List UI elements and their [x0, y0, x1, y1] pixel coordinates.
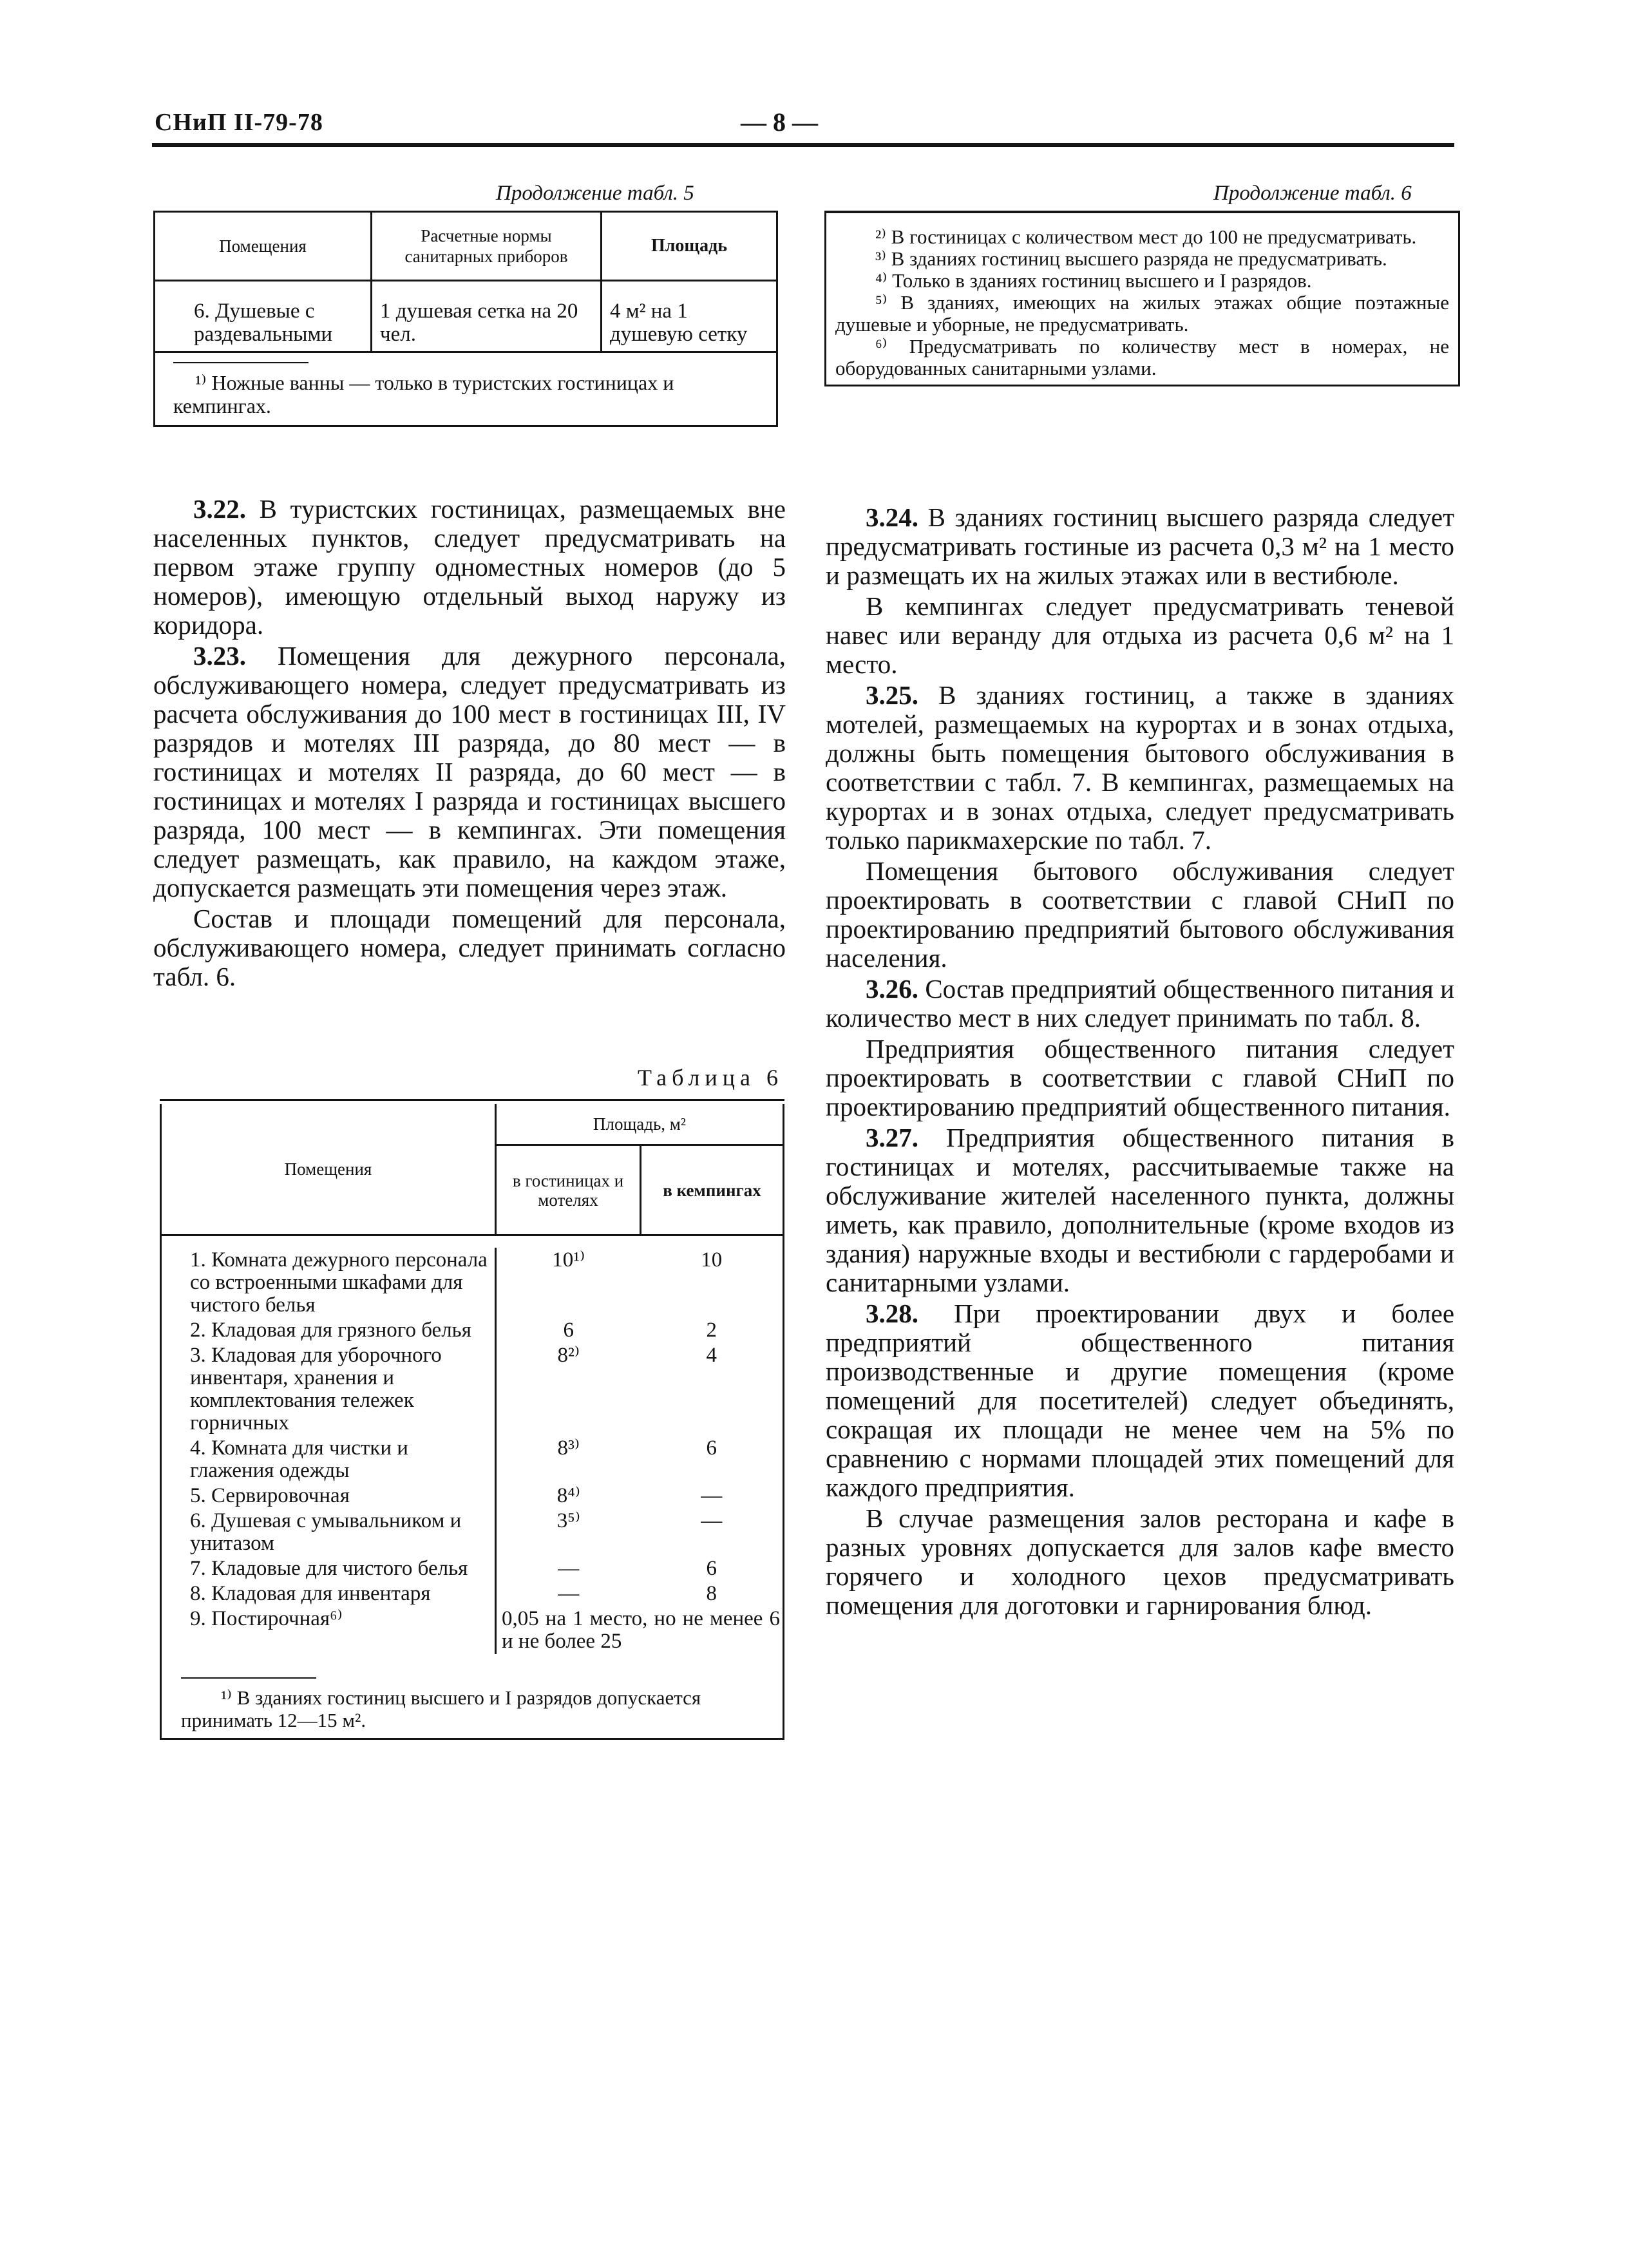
table6-hotels-value: 8⁴⁾ — [496, 1483, 641, 1509]
table-row — [161, 1581, 784, 1606]
paragraph-3-23: 3.23. Помещения для дежурного персонала, обслуживающего номера, следует предусматривать из расчета обслуживания до 100 мест в гостиницах III, IV разрядов и мотелях III разряда, до 80 мест — в гостиницах и мотелях II разряда, до 60 мест — в гостиницах и мотелях I разряда и гостиницах высшего разряда, 100 мест — в кемпингах. Эти помещения следует размещать, как правило, на каждом этаже, допускается размещать эти помещения через этаж. — [153, 641, 786, 902]
table6-footnote: ¹⁾ В зданиях гостиниц высшего и I разрядов допускается принимать 12—15 м². — [181, 1686, 701, 1731]
left-column-text — [153, 495, 786, 991]
table-row — [161, 1248, 784, 1318]
paragraph-3-22: 3.22. В туристских гостиницах, размещаемых вне населенных пунктов, следует предусматривать на первом этаже группу одноместных номеров (до 5 номеров), имеющую отдельный выход наружу из коридора. — [153, 494, 786, 640]
table6-hotels-value: 8²⁾ — [496, 1343, 641, 1436]
paragraph-catering-design: Предприятия общественного питания следует проектировать в соответствии с главой СНиП по проектированию предприятий общественного питания. — [826, 1034, 1454, 1121]
table6-header-campings: в кемпингах — [641, 1145, 784, 1235]
table-row — [161, 1436, 784, 1483]
table-row — [161, 1606, 784, 1654]
table6-header-rooms: Помещения — [161, 1104, 496, 1235]
table-row — [161, 1343, 784, 1436]
table6-hotels-value: — — [496, 1581, 641, 1606]
table-row — [161, 1318, 784, 1343]
table5-continuation — [153, 211, 778, 427]
table6-note: ³⁾ В зданиях гостиниц высшего разряда не предусматривать. — [875, 247, 1387, 270]
right-column-text — [826, 503, 1454, 1620]
paragraph-restaurant-cafe: В случае размещения залов ресторана и кафе в разных уровнях допускается для залов кафе вместо горячего и холодного цехов предусматривать помещения для доготовки и гарнирования блюд. — [826, 1503, 1454, 1620]
table6-hotels-value: 8³⁾ — [496, 1436, 641, 1483]
table6-campings-value: 6 — [706, 1436, 717, 1460]
page-number: — 8 — — [741, 108, 818, 137]
table6-campings-value: 8 — [706, 1582, 717, 1605]
header-rule — [152, 143, 1454, 147]
table6-hotels-value: 10¹⁾ — [496, 1248, 641, 1318]
table-row — [161, 1509, 784, 1556]
table6-campings-value: 10 — [701, 1248, 723, 1272]
table6-notes-box — [824, 211, 1460, 386]
table6-room: 8. Кладовая для инвентаря — [190, 1582, 431, 1605]
table6-hotels-value: 6 — [496, 1318, 641, 1343]
table5-footnote: ¹⁾ Ножные ванны — только в туристских гостиницах и кемпингах. — [173, 371, 674, 417]
table5-cell-norm: 1 душевая сетка на 20 чел. — [372, 281, 602, 352]
table6-hotels-value: 3⁵⁾ — [496, 1509, 641, 1556]
table5-footnote-cell — [155, 352, 777, 426]
table6-note: ²⁾ В гостиницах с количеством мест до 100 не предусматривать. — [875, 225, 1417, 248]
table6-room: 4. Комната для чистки и глажения одежды — [190, 1436, 408, 1482]
table6-campings-value: 4 — [706, 1344, 717, 1367]
footnote-rule — [181, 1677, 316, 1679]
table6 — [160, 1104, 784, 1740]
table6-room: 6. Душевая с умывальником и унитазом — [190, 1509, 462, 1555]
paragraph-household-services: Помещения бытового обслуживания следует проектировать в соответствии с главой СНиП по проектированию предприятий бытового обслуживания населения. — [826, 856, 1454, 973]
table6-title: Таблица 6 — [638, 1065, 783, 1091]
table-row — [161, 1483, 784, 1509]
table6-note: ⁶⁾ Предусматривать по количеству мест в номерах, не оборудованных санитарными узлами. — [835, 335, 1449, 379]
table6-top-rule — [160, 1099, 784, 1101]
table5-cell-area: 4 м² на 1 душевую сетку — [602, 281, 777, 352]
paragraph-3-25: 3.25. В зданиях гостиниц, а также в зданиях мотелей, размещаемых на курортах и в зонах отдыха, должны быть помещения бытового обслуживания в соответствии с табл. 7. В кемпингах, размещаемых на курортах и в зонах отдыха, следует предусматривать только парикмахерские по табл. 7. — [826, 680, 1454, 855]
paragraph-campings-veranda: В кемпингах следует предусматривать теневой навес или веранду для отдыха из расчета 0,6 м² на 1 место. — [826, 591, 1454, 679]
table6-room: 2. Кладовая для грязного белья — [190, 1319, 471, 1342]
paragraph-3-28: 3.28. При проектировании двух и более предприятий общественного питания производственные и другие помещения (кроме помещений для посетителей) следует объединять, сокращая их площади не менее чем на 5% по сравнению с нормами площадей этих помещений для каждого предприятия. — [826, 1299, 1455, 1502]
table6-room: 1. Комната дежурного персонала со встроенными шкафами для чистого белья — [190, 1248, 488, 1317]
paragraph-3-26: 3.26. Состав предприятий общественного питания и количество мест в них следует принимать по табл. 8. — [826, 974, 1455, 1033]
document-code: СНиП II-79-78 — [155, 109, 323, 136]
table6-footnote-cell — [161, 1654, 784, 1739]
table6-header-area: Площадь, м² — [496, 1104, 784, 1145]
table6-merged-value: 0,05 на 1 место, но не менее 6 и не более 25 — [496, 1606, 784, 1654]
paragraph-3-27: 3.27. Предприятия общественного питания в гостиницах и мотелях, рассчитываемые также на обслуживание жителей населенного пункта, должны иметь, как правило, дополнительные (кроме входов из здания) наружные входы и вестибюли с гардеробами и санитарными узлами. — [826, 1123, 1454, 1297]
table5-header-norms: Расчетные нормы санитарных приборов — [372, 212, 602, 281]
table5-header-rooms: Помещения — [155, 212, 372, 281]
paragraph-staff-rooms: Состав и площади помещений для персонала, обслуживающего номера, следует принимать согласно табл. 6. — [153, 904, 786, 991]
table6-header-hotels: в гостиницах и мотелях — [496, 1145, 641, 1235]
paragraph-3-24: 3.24. В зданиях гостиниц высшего разряда следует предусматривать гостиные из расчета 0,3 м² на 1 место и размещать их на жилых этажах или в вестибюле. — [826, 502, 1455, 590]
table6-note: ⁵⁾ В зданиях, имеющих на жилых этажах общие поэтажные душевые и уборные, не предусматривать. — [835, 291, 1449, 336]
table6-room: 9. Постирочная⁶⁾ — [190, 1607, 343, 1630]
table-row — [161, 1556, 784, 1581]
table6-room: 5. Сервировочная — [190, 1484, 350, 1507]
table6-campings-value: — — [701, 1509, 723, 1532]
table6-room: 3. Кладовая для уборочного инвентаря, хранения и комплектования тележек горничных — [190, 1344, 442, 1434]
table6-campings-value: — — [701, 1484, 723, 1507]
table5-header-area: Площадь — [602, 212, 777, 281]
table6-cont-caption: Продолжение табл. 6 — [1213, 182, 1412, 205]
footnote-rule — [173, 362, 309, 363]
table-row — [155, 281, 777, 352]
table6-campings-value: 6 — [706, 1557, 717, 1580]
table6-note: ⁴⁾ Только в зданиях гостиниц высшего и I разрядов. — [875, 269, 1312, 292]
table6-campings-value: 2 — [706, 1319, 717, 1342]
table6-room: 7. Кладовые для чистого белья — [190, 1557, 468, 1580]
table5-caption: Продолжение табл. 5 — [496, 182, 694, 205]
table6-hotels-value: — — [496, 1556, 641, 1581]
table5-cell-room: 6. Душевые с раздевальными — [155, 281, 372, 352]
